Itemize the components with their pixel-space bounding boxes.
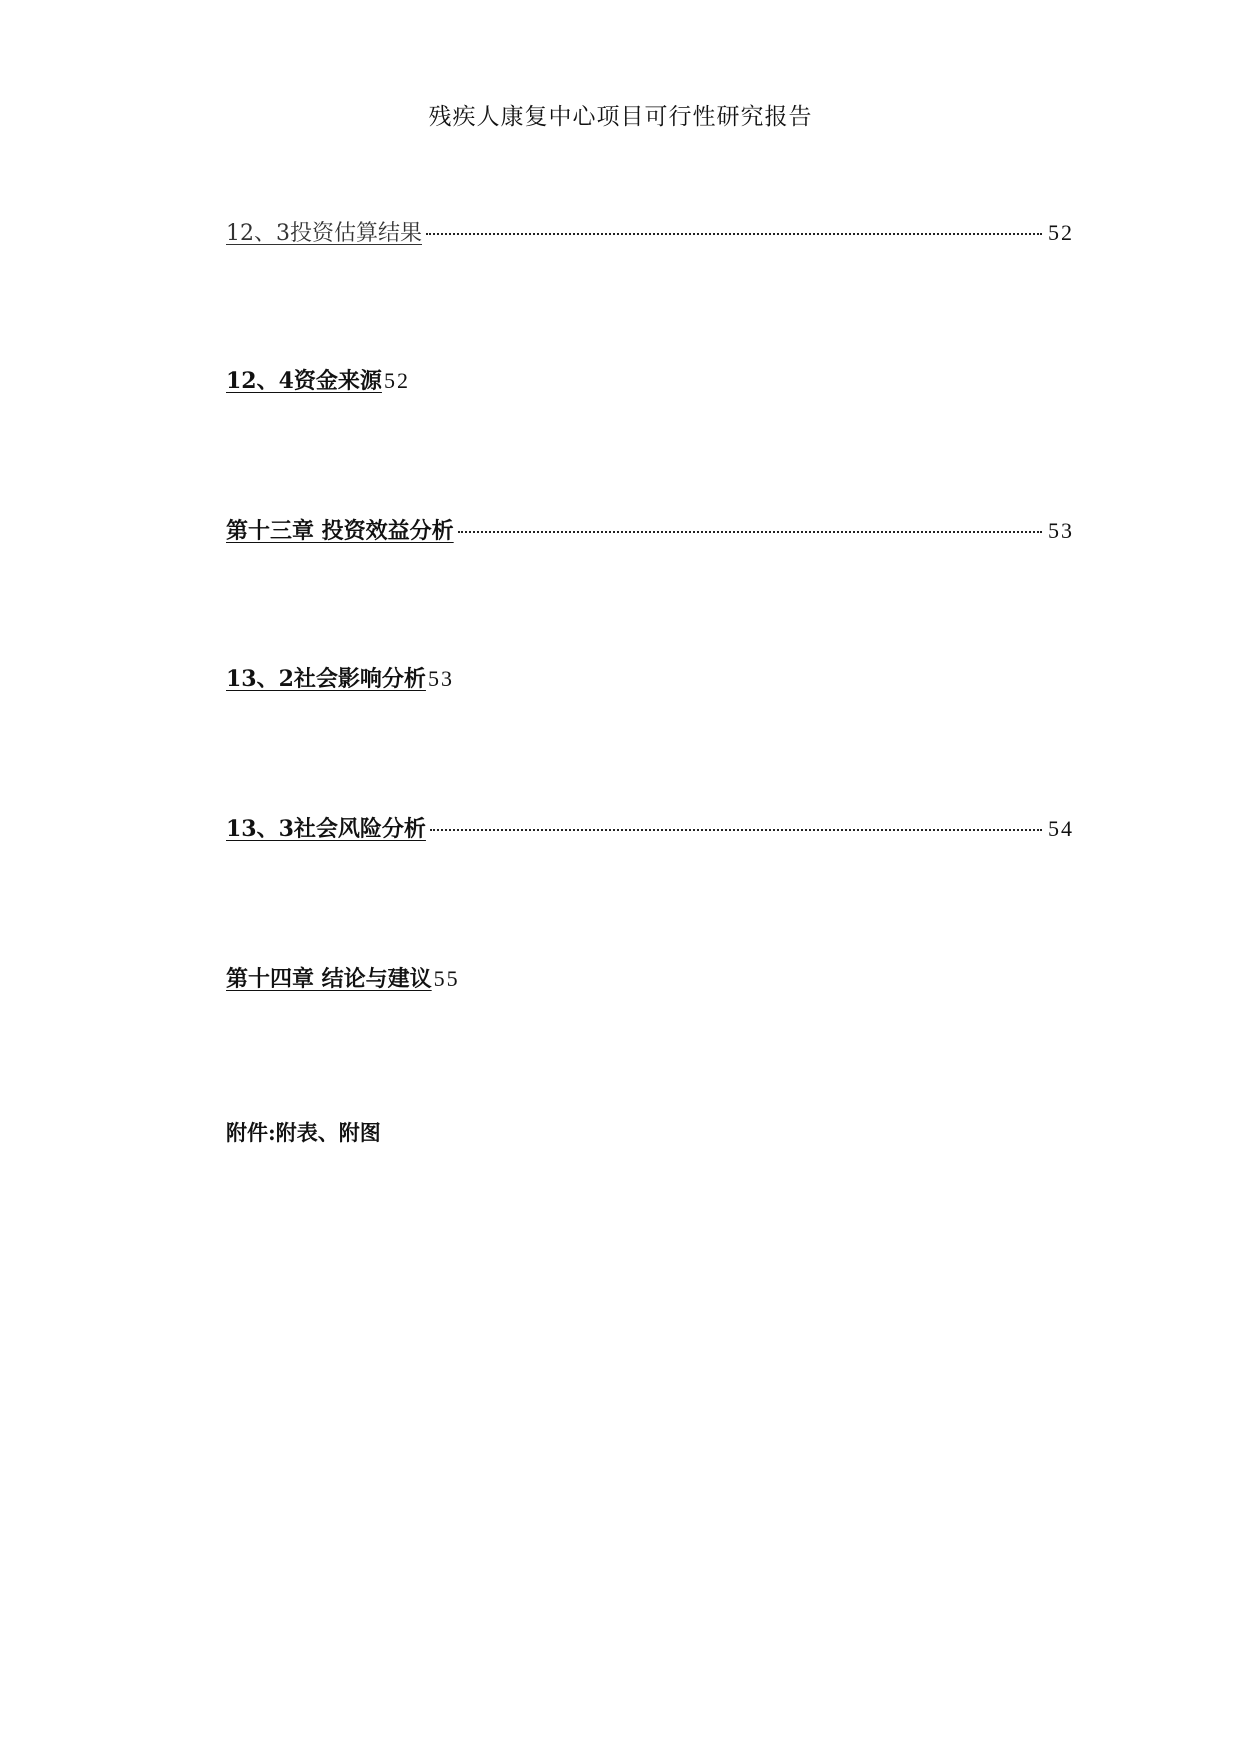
toc-entry-page: 52 <box>1048 220 1074 245</box>
toc-entry-page: 53 <box>427 666 454 691</box>
toc-entry-title[interactable]: 13、3社会风险分析 <box>226 816 426 842</box>
toc-entry[interactable] <box>226 516 1074 546</box>
toc-entry-page: 53 <box>1048 518 1074 543</box>
toc-entry-page: 55 <box>433 966 460 991</box>
toc-entry-title[interactable]: 12、4资金来源 <box>226 368 382 394</box>
toc-entry-title[interactable]: 第十四章 结论与建议 <box>226 966 432 992</box>
toc-entry[interactable] <box>226 814 1074 844</box>
toc-leader-dots <box>426 233 1042 235</box>
toc-entry[interactable] <box>226 664 454 694</box>
toc-entry[interactable] <box>226 366 410 396</box>
toc-entry-page: 54 <box>1048 816 1074 841</box>
toc-entry-title[interactable]: 第十三章 投资效益分析 <box>226 518 454 544</box>
toc-entry-title[interactable]: 12、3投资估算结果 <box>226 221 422 246</box>
toc-entry[interactable] <box>226 218 1074 249</box>
appendix-label: 附件:附表、附图 <box>226 1120 381 1145</box>
toc-entry[interactable] <box>226 964 460 994</box>
toc-leader-dots <box>430 829 1042 831</box>
toc-entry-page: 52 <box>383 368 410 393</box>
toc-entry-title[interactable]: 13、2社会影响分析 <box>226 666 426 692</box>
running-header: 残疾人康复中心项目可行性研究报告 <box>428 104 813 130</box>
toc-leader-dots <box>458 531 1042 533</box>
